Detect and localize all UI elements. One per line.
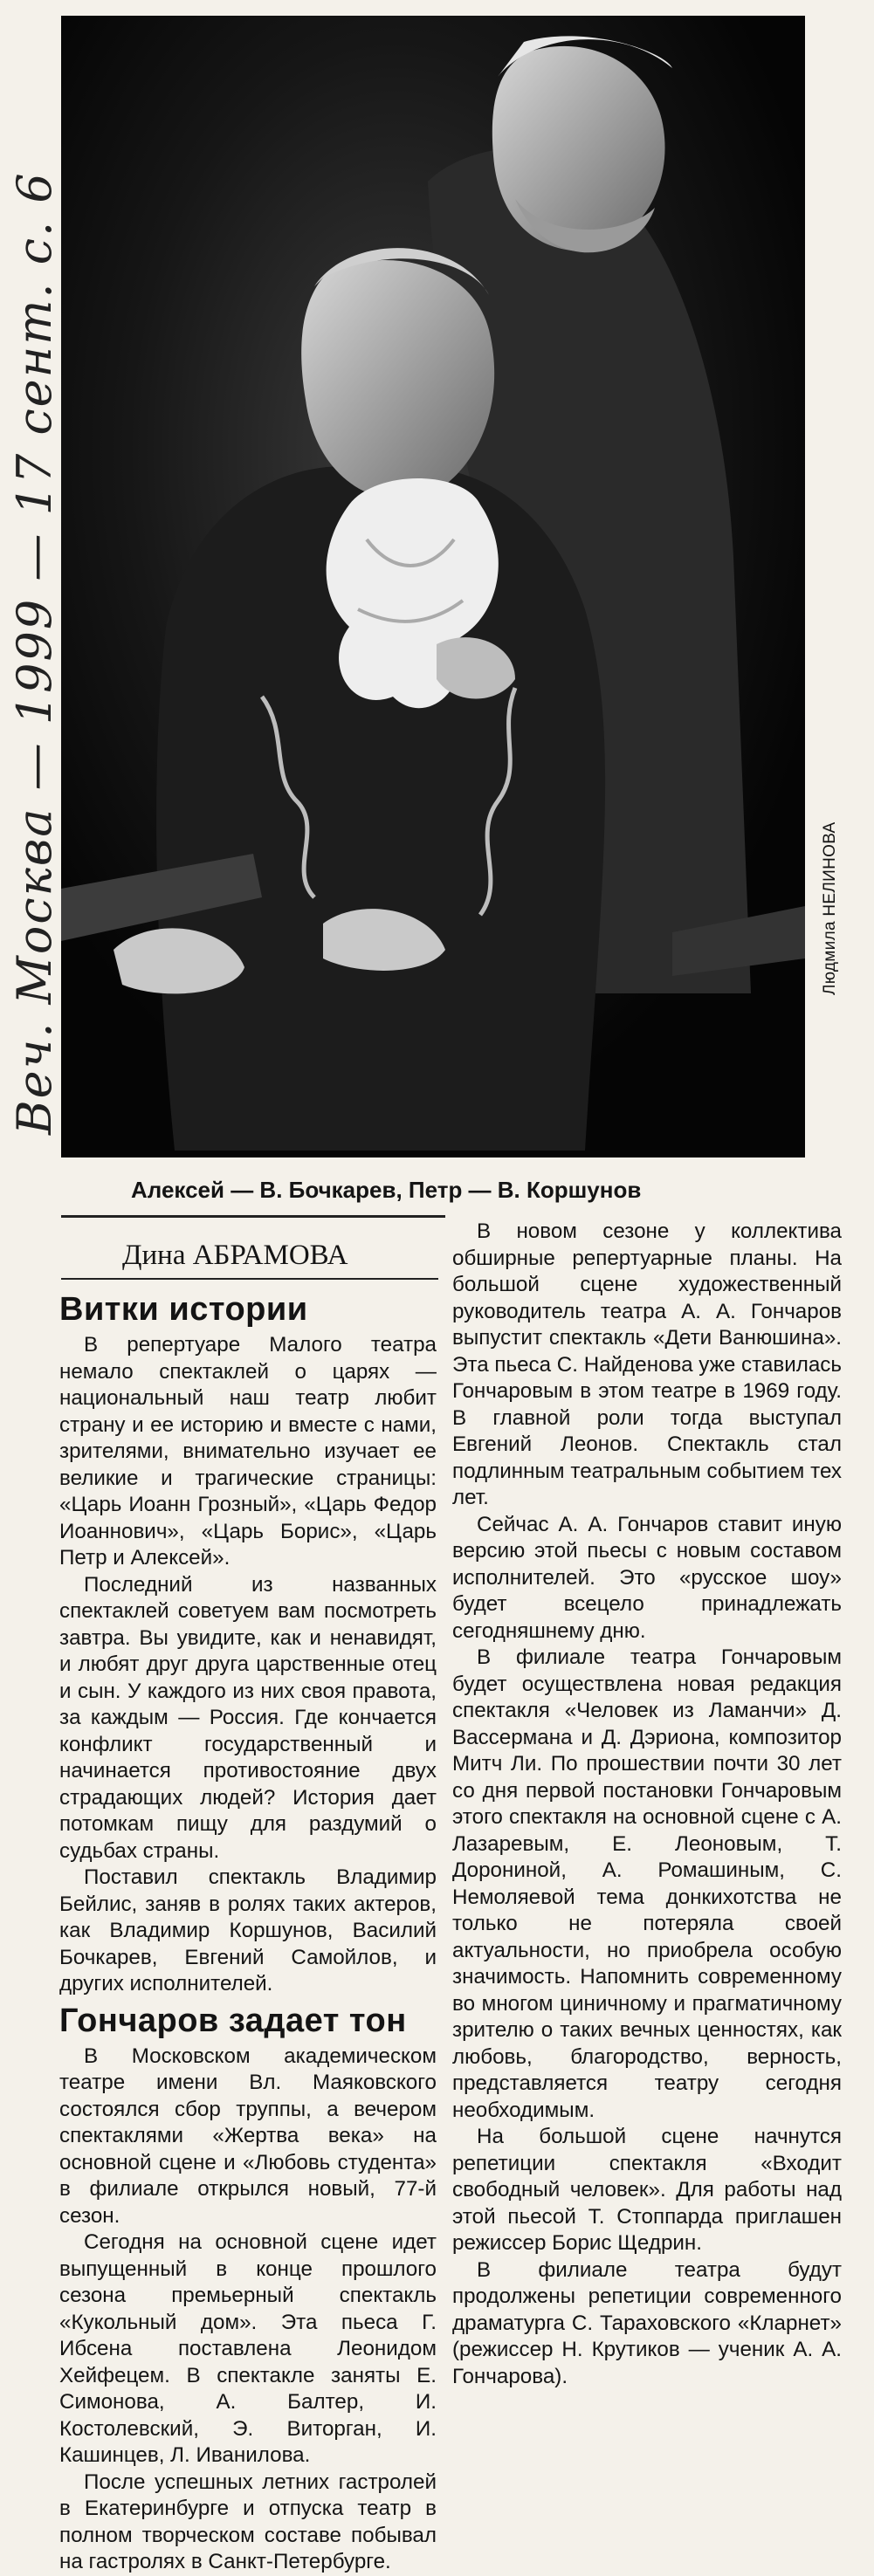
column-left xyxy=(59,1287,437,2576)
photo-credit: Людмила НЕЛИНОВА xyxy=(821,821,839,995)
section-title-history: Витки истории xyxy=(59,1291,308,1328)
paragraph: В репертуаре Малого театра немало спектаклей о царях — национальный наш театр любит страну и ее историю и вместе с нами, зрителями, внимательно изучает ее великие и трагические страницы: «Царь Иоанн Грозный», «Царь Федор Иоаннович», «Царь Борис», «Царь Петр и Алексей». xyxy=(59,1333,437,1570)
paragraph: Сейчас А. А. Гончаров ставит иную версию этой пьесы с новым составом исполнителей. Это «русское шоу» будет всецело принадлежать сегодняшнему дню. xyxy=(452,1512,842,1643)
column-right xyxy=(452,1219,842,2390)
paragraph: На большой сцене начнутся репетиции спектакля «Входит свободный человек». Для работы над этой пьесой Т. Стоппарда приглашен режиссер Борис Щедрин. xyxy=(452,2125,842,2255)
stage-photo xyxy=(61,16,805,1157)
paragraph: Поставил спектакль Владимир Бейлис, заняв в ролях таких актеров, как Владимир Коршунов, Василий Бочкарев, Евгений Самойлов, и других исполнителей. xyxy=(59,1865,437,1996)
paragraph: Последний из названных спектаклей советуем вам посмотреть завтра. Вы увидите, как и ненавидят, и любят друг друга царственные отец и сын. У каждого из них своя правота, за каждым — Россия. Где кончается конфликт государственный и начинается противостояние двух страдающих людей? История дает потомкам пищу для раздумий о судьбах страны. xyxy=(59,1572,437,1863)
paragraph: В Московском академическом театре имени Вл. Маяковского состоялся сбор труппы, а вечером спектаклями «Жертва века» на основной сцене и «Любовь студента» в филиале открылся новый, 77-й сезон. xyxy=(59,2044,437,2228)
stage-photo-drawing xyxy=(61,16,805,1157)
paragraph: В филиале театра Гончаровым будет осуществлена новая редакция спектакля «Человек из Ламанчи» Д. Вассермана и Д. Дэриона, композитор Митч Ли. По прошествии почти 30 лет со дня первой постановки Гончаровым этого спектакля на основной сцене с А. Лазаревым, Е. Леоновым, Т. Дорониной, А. Ромашиным, С. Немоляевой тема донкихотства не только не потеряла своей актуальности, но приобрела особую значимость. Напомнить современному во многом циничному и прагматичному зрителю о таких вечных ценностях, как любовь, благородство, верность, представляется театру сегодня необходимым. xyxy=(452,1645,842,2122)
section-title-goncharov: Гончаров задает тон xyxy=(59,2002,407,2039)
paragraph: После успешных летних гастролей в Екатеринбурге и отпуска театр в полном творческом составе побывал на гастролях в Санкт-Петербурге. xyxy=(59,2470,437,2573)
paragraph: В филиале театра будут продолжены репетиции современного драматурга С. Тараховского «Кларнет» (режиссер Н. Крутиков — ученик А. А. Гончарова). xyxy=(452,2257,842,2388)
divider-author xyxy=(61,1278,438,1280)
photo-caption: Алексей — В. Бочкарев, Петр — В. Коршунов xyxy=(131,1177,642,1203)
handwritten-source-note: Веч. Москва — 1999 — 17 сент. с. 6 xyxy=(7,171,62,1135)
divider-top xyxy=(61,1215,445,1218)
paragraph: Сегодня на основной сцене идет выпущенный в конце прошлого сезона премьерный спектакль «Кукольный дом». Эта пьеса Г. Ибсена поставлена Леонидом Хейфецем. В спектакле заняты Е. Симонова, А. Балтер, И. Костолевский, Э. Виторган, И. Кашинцев, Л. Иванилова. xyxy=(59,2230,437,2467)
paragraph: В новом сезоне у коллектива обширные репертуарные планы. На большой сцене художественный руководитель театра А. А. Гончаров выпустит спектакль «Дети Ванюшина». Эта пьеса С. Найденова уже ставилась Гончаровым в этом театре в 1969 году. В главной роли тогда выступал Евгений Леонов. Спектакль стал подлинным театральным событием тех лет. xyxy=(452,1219,842,1509)
author-byline: Дина АБРАМОВА xyxy=(122,1240,348,1271)
